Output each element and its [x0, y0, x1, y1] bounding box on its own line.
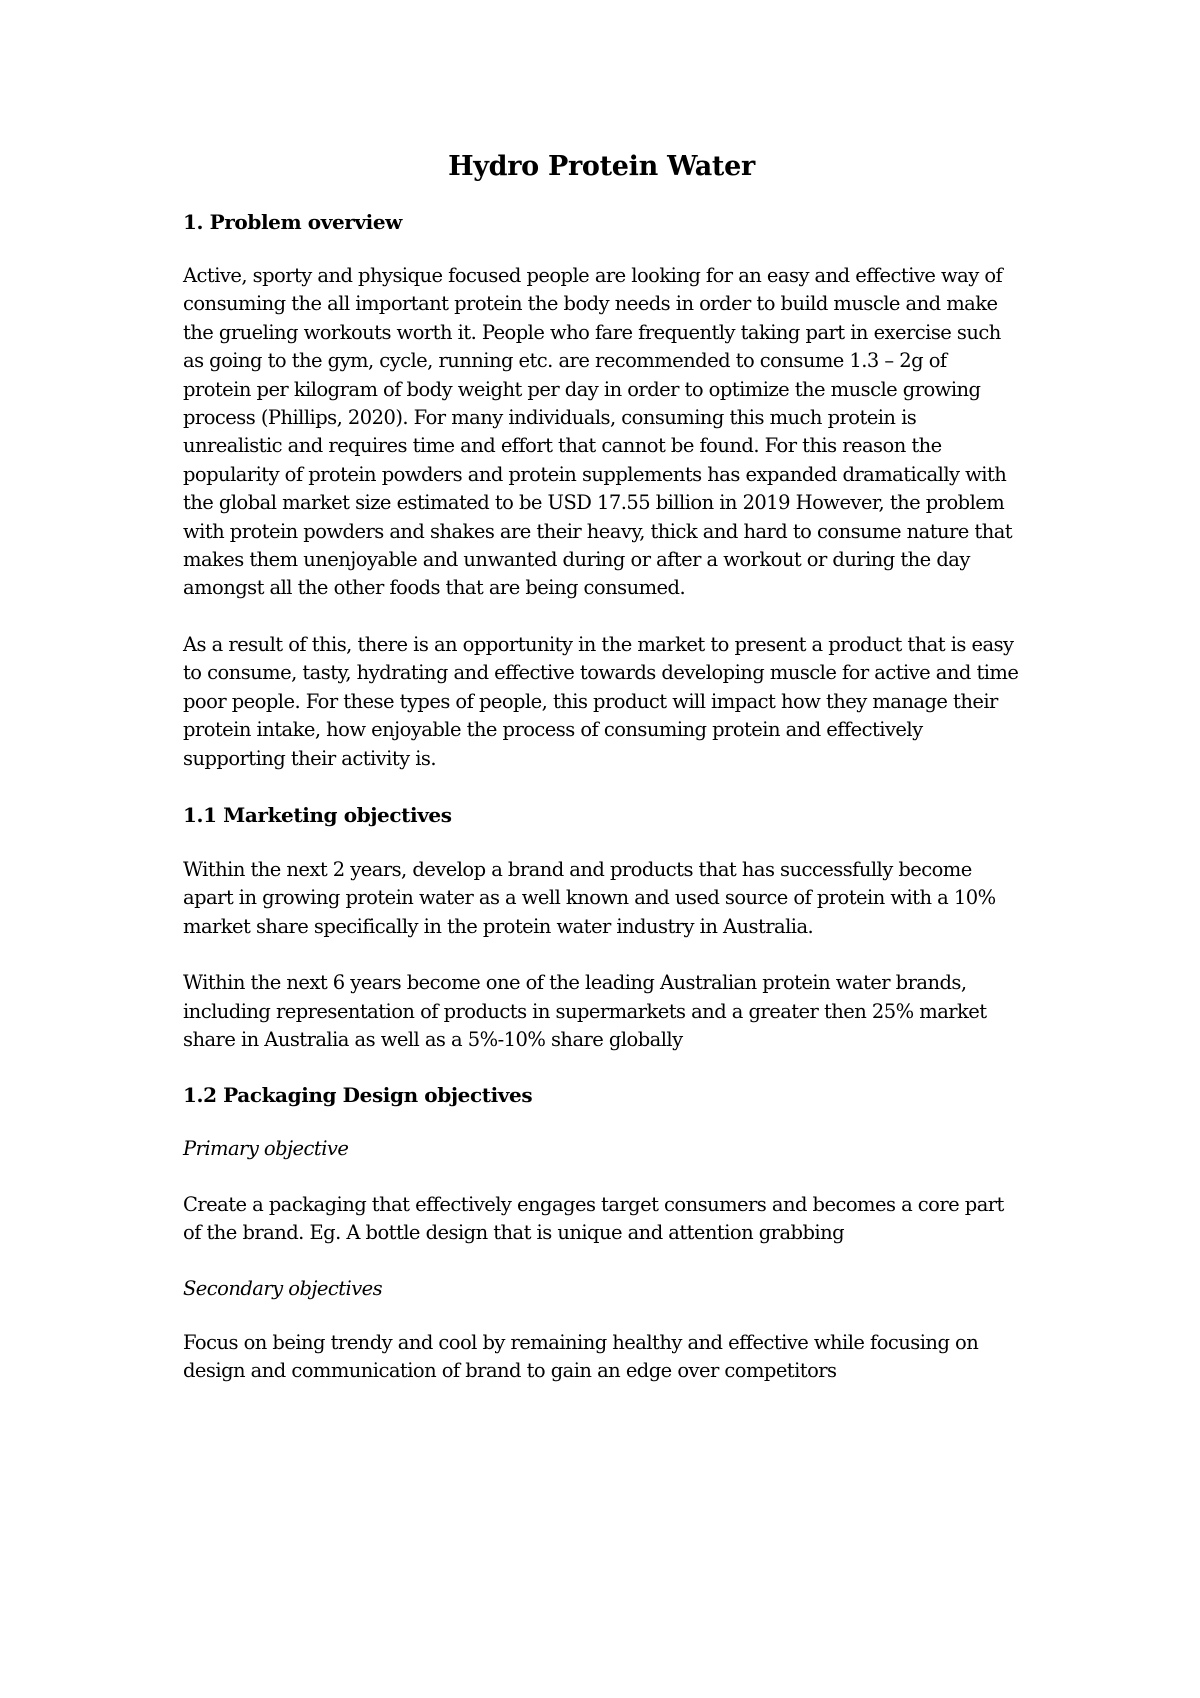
primary-objective-text: Create a packaging that effectively engages target consumers and becomes a core part of the brand. Eg. A bottle design that is unique and attention grabbing — [183, 1192, 1004, 1245]
document-title: Hydro Protein Water — [448, 151, 755, 182]
section-heading-problem-overview: 1. Problem overview — [183, 210, 402, 234]
section-heading-marketing-objectives: 1.1 Marketing objectives — [183, 802, 452, 827]
problem-overview-paragraph: Active, sporty and physique focused people are looking for an easy and effective way of consuming the all important protein the body needs in order to build muscle and make the grueling workouts worth it. People who fare frequently taking part in exercise such as going to the gym, cycle, running etc. are recommended to consume 1.3 – 2g of protein per kilogram of body weight per day in order to optimize the muscle growing process (Phillips, 2020). For many individuals, consuming this much protein is unrealistic and requires time and effort that cannot be found. For this reason the popularity of protein powders and protein supplements has expanded dramatically with the global market size estimated to be USD 17.55 billion in 2019 However, the problem with protein powders and shakes are their heavy, thick and hard to consume nature that makes them unenjoyable and unwanted during or after a workout or during the day amongst all the other foods that are being consumed. — [183, 264, 1013, 600]
marketing-objective-2-years: Within the next 2 years, develop a brand and products that has successfully become apart in growing protein water as a well known and used source of protein with a 10% market share specifically in the protein water industry in Australia. — [183, 857, 996, 938]
opportunity-paragraph: As a result of this, there is an opportunity in the market to present a product that is easy to consume, tasty, hydrating and effective towards developing muscle for active and time poor people. For these types of people, this product will impact how they manage their protein intake, how enjoyable the process of consuming protein and effectively supporting their activity is. — [183, 632, 1019, 770]
section-heading-packaging-objectives: 1.2 Packaging Design objectives — [183, 1083, 533, 1108]
primary-objective-label: Primary objective — [183, 1137, 349, 1161]
secondary-objectives-text: Focus on being trendy and cool by remaining healthy and effective while focusing on design and communication of brand to gain an edge over competitors — [183, 1330, 979, 1383]
secondary-objectives-label: Secondary objectives — [183, 1276, 383, 1300]
marketing-objective-6-years: Within the next 6 years become one of the leading Australian protein water brands, including representation of products in supermarkets and a greater then 25% market share in Australia as well as a 5%-10% share globally — [183, 971, 987, 1051]
